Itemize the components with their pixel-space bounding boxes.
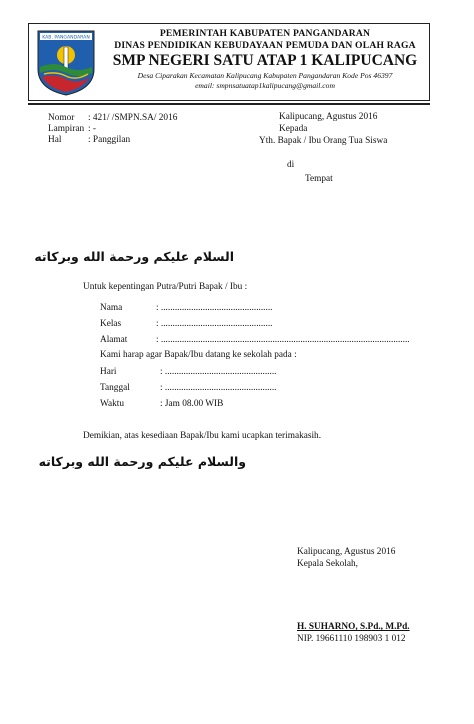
gov-line: PEMERINTAH KABUPATEN PANGANDARAN — [159, 28, 371, 39]
schedule-value: : ................................................ — [160, 383, 277, 393]
dept-line: DINAS PENDIDIKAN KEBUDAYAAN PEMUDA DAN OLAH RAGA — [114, 40, 416, 51]
school-email: email: smpnsatuatap1kalipucang@gmail.com — [195, 81, 335, 90]
field-value: : ................................................ — [156, 319, 273, 329]
signature-place-date: Kalipucang, Agustus 2016 — [297, 547, 396, 557]
kepada-text: Kepada — [279, 124, 308, 134]
nomor-value: : 421/ /SMPN.SA/ 2016 — [88, 113, 178, 123]
field-label: Alamat — [100, 335, 128, 345]
logo-text: KAB. PANGANDARAN — [42, 35, 90, 41]
recipient-line: Yth. Bapak / Ibu Orang Tua Siswa — [259, 136, 388, 146]
schedule-label: Tanggal — [100, 383, 130, 393]
school-name: SMP NEGERI SATU ATAP 1 KALIPUCANG — [112, 52, 418, 69]
schedule-value: : ................................................ — [160, 367, 277, 377]
school-address: Desa Ciparakan Kecamatan Kalipucang Kabupaten Pangandaran Kode Pos 46397 — [137, 71, 393, 80]
field-value: : ................................................ — [156, 303, 273, 313]
di-text: di — [287, 160, 295, 170]
letterhead-divider — [28, 103, 430, 105]
schedule-label: Waktu — [100, 399, 125, 409]
schedule-label: Hari — [100, 367, 117, 377]
signatory-nip: NIP. 19661110 198903 1 012 — [297, 634, 406, 644]
field-value: : ........................................................................................................... — [156, 335, 410, 345]
greeting-open: السلام عليكم ورحمة الله وبركاته — [34, 249, 234, 264]
nomor-label: Nomor — [48, 113, 75, 123]
closing-text: Demikian, atas kesediaan Bapak/Ibu kami ucapkan terimakasih. — [83, 431, 322, 441]
lampiran-value: : - — [88, 124, 97, 134]
schedule-value: : Jam 08.00 WIB — [160, 399, 224, 409]
tempat-text: Tempat — [305, 174, 333, 184]
greeting-close: والسلام عليكم ورحمة الله وبركاته — [38, 454, 246, 469]
hal-value: : Panggilan — [88, 135, 131, 145]
intro-text: Untuk kepentingan Putra/Putri Bapak / Ibu : — [83, 282, 248, 292]
signature-title: Kepala Sekolah, — [297, 559, 358, 569]
field-label: Nama — [100, 303, 123, 313]
lampiran-label: Lampiran — [48, 124, 85, 134]
hal-label: Hal — [48, 135, 62, 145]
regency-emblem-icon — [34, 27, 98, 97]
signatory-name: H. SUHARNO, S.Pd., M.Pd. — [297, 622, 410, 632]
letter-place-date: Kalipucang, Agustus 2016 — [279, 112, 378, 122]
field-label: Kelas — [100, 319, 122, 329]
request-text: Kami harap agar Bapak/Ibu datang ke sekolah pada : — [100, 350, 297, 360]
